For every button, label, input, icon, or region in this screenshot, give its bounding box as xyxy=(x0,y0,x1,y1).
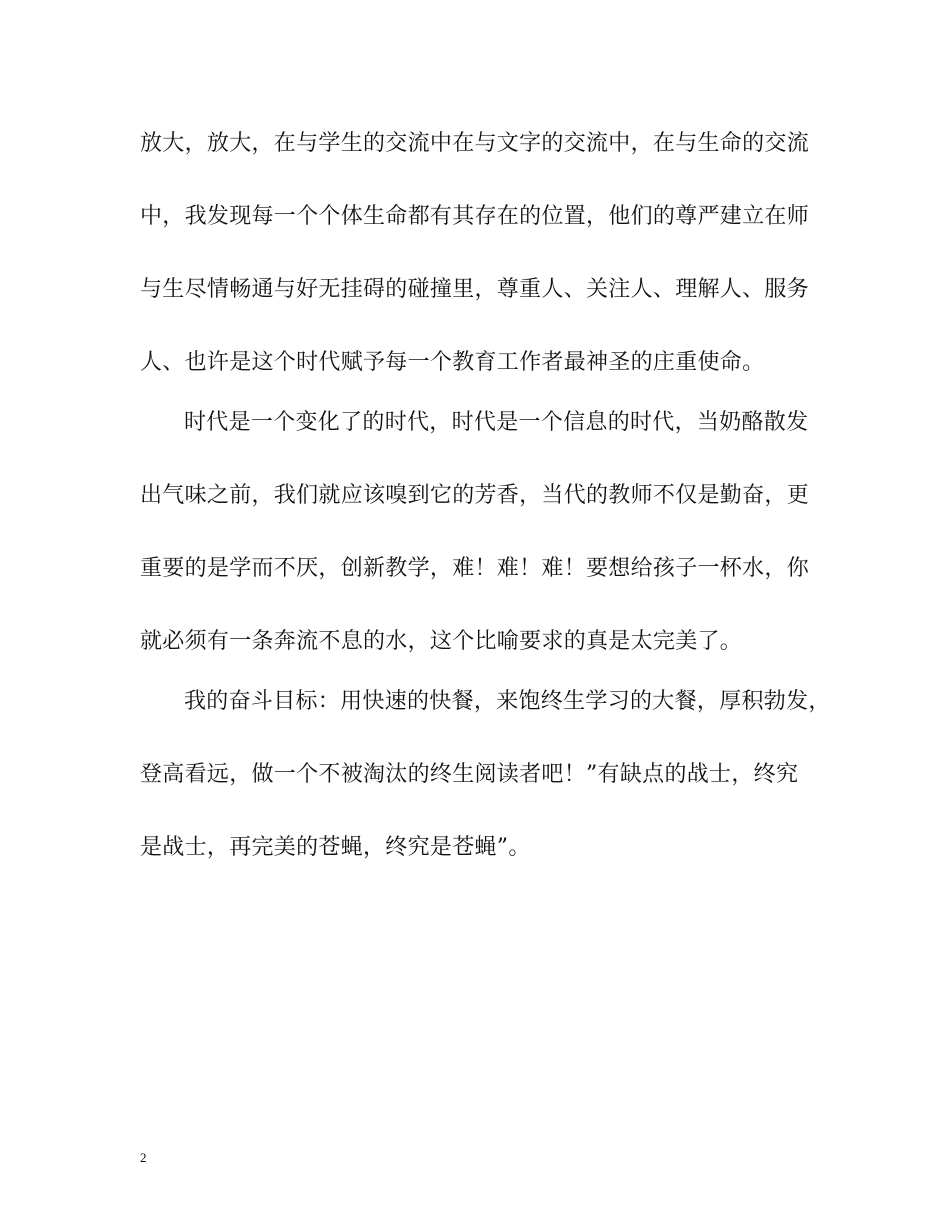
paragraph-3-line-2: 登高看远，做一个不被淘汰的终生阅读者吧！”有缺点的战士，终究 xyxy=(140,762,799,787)
paragraph-2-line-1: 时代是一个变化了的时代，时代是一个信息的时代，当奶酪散发 xyxy=(184,410,809,435)
paragraph-1-line-1: 放大，放大，在与学生的交流中在与文字的交流中，在与生命的交流 xyxy=(140,131,810,156)
page-number: 2 xyxy=(140,1150,147,1165)
paragraph-1-line-2: 中，我发现每一个个体生命都有其存在的位置，他们的尊严建立在师 xyxy=(140,204,810,229)
paragraph-2-line-2: 出气味之前，我们就应该嗅到它的芳香，当代的教师不仅是勤奋，更 xyxy=(140,483,810,508)
paragraph-1-line-3: 与生尽情畅通与好无挂碍的碰撞里，尊重人、关注人、理解人、服务 xyxy=(140,277,810,302)
paragraph-1-line-4: 人、也许是这个时代赋予每一个教育工作者最神圣的庄重使命。 xyxy=(140,350,765,375)
paragraph-3-line-3: 是战士，再完美的苍蝇，终究是苍蝇”。 xyxy=(140,835,531,860)
paragraph-3-line-1: 我的奋斗目标：用快速的快餐，来饱终生学习的大餐，厚积勃发， xyxy=(184,689,831,714)
paragraph-2-line-4: 就必须有一条奔流不息的水，这个比喻要求的真是太完美了。 xyxy=(140,629,743,654)
paragraph-2-line-3: 重要的是学而不厌，创新教学，难！难！难！要想给孩子一杯水，你 xyxy=(140,556,810,581)
